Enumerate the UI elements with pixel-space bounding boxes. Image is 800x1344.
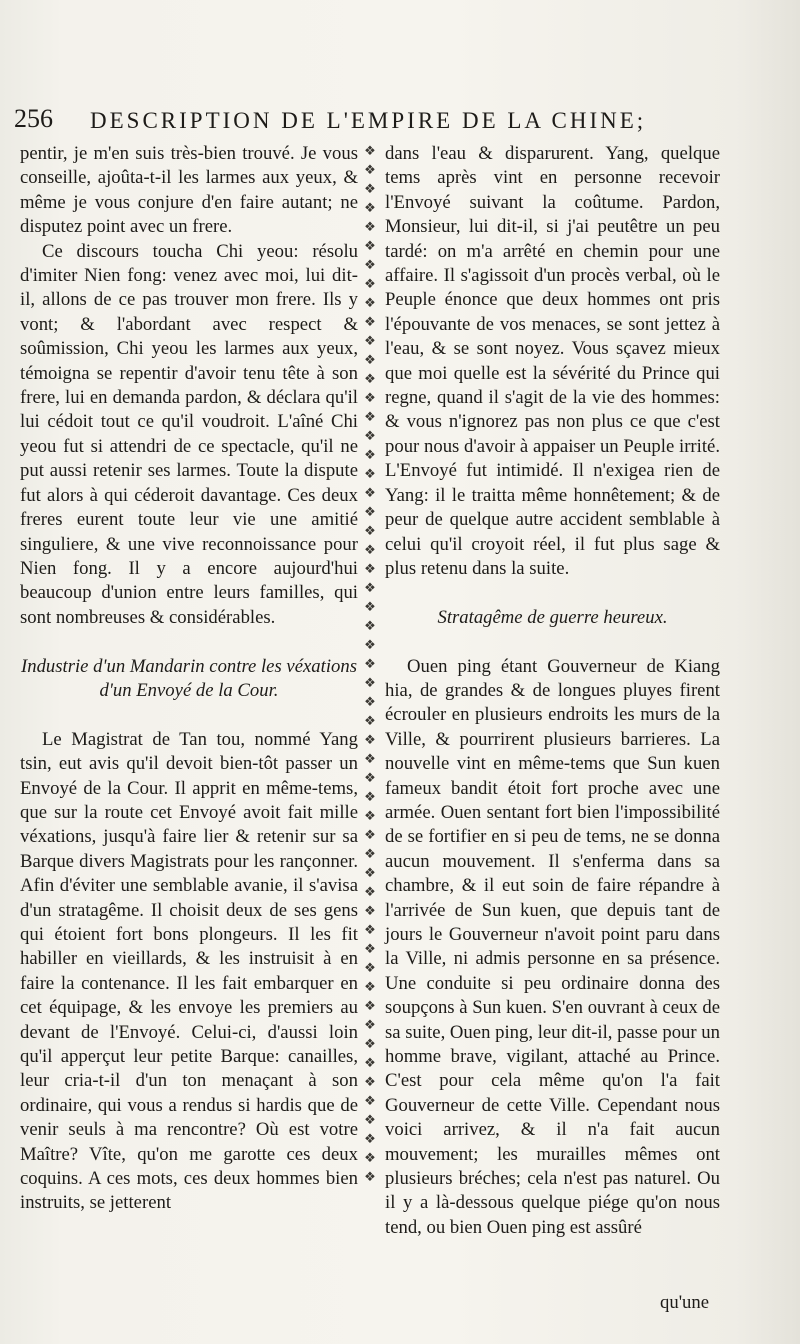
right-column (385, 142, 720, 1240)
divider-ornament: ❖ (364, 334, 376, 349)
divider-ornament: ❖ (364, 182, 376, 197)
divider-ornament: ❖ (364, 1056, 376, 1071)
divider-ornament: ❖ (364, 581, 376, 596)
divider-ornament: ❖ (364, 904, 376, 919)
divider-ornament: ❖ (364, 372, 376, 387)
divider-ornament: ❖ (364, 562, 376, 577)
divider-ornament: ❖ (364, 752, 376, 767)
divider-ornament: ❖ (364, 1094, 376, 1109)
divider-ornament: ❖ (364, 543, 376, 558)
divider-ornament: ❖ (364, 220, 376, 235)
divider-ornament: ❖ (364, 448, 376, 463)
divider-ornament: ❖ (364, 695, 376, 710)
left-paragraph-chi-yeou: Ce discours toucha Chi yeou: résolu d'imiter Nien fong: venez avec moi, lui dit-il, allons de ce pas trouver mon frere. Ils y vont; & l'abordant avec respect & soûmission, Chi yeou les larmes aux yeux, témoigna se repentir d'avoir tenu tête à son frere, lui en demanda pardon, & déclara qu'il lui cédoit tout ce qu'il voudroit. L'aîné Chi yeou fut si attendri de ce spectacle, qu'il ne put aussi retenir ses larmes. Toute la dispute fut alors à qui céderoit davantage. Ces deux freres eurent toute leur vie une amitié singuliere, & une vive reconnoissance pour Nien fong. Il y a encore aujourd'hui beaucoup d'union entre leurs familles, qui sont nombreuses & considérables. (20, 240, 358, 628)
divider-ornament: ❖ (364, 277, 376, 292)
divider-ornament: ❖ (364, 619, 376, 634)
divider-ornament: ❖ (364, 467, 376, 482)
divider-ornament: ❖ (364, 429, 376, 444)
divider-ornament: ❖ (364, 1132, 376, 1147)
divider-ornament: ❖ (364, 657, 376, 672)
running-title: DESCRIPTION DE L'EMPIRE DE LA CHINE; (90, 108, 647, 133)
divider-ornament: ❖ (364, 638, 376, 653)
divider-ornament: ❖ (364, 1037, 376, 1052)
left-column (20, 142, 358, 1216)
page-number: 256 (14, 104, 53, 133)
divider-ornament: ❖ (364, 1113, 376, 1128)
divider-ornament: ❖ (364, 1075, 376, 1090)
divider-ornament: ❖ (364, 961, 376, 976)
right-paragraph-continued: dans l'eau & disparurent. Yang, quelque tems après vint en personne recevoir l'Envoyé suivant la coûtume. Pardon, Monsieur, lui dit-il, si j'ai peutêtre un peu tardé: on m'a arrêté en chemin pour une affaire. Il s'agissoit d'un procès verbal, où le Peuple énonce que deux hommes ont pris l'épouvante de vos menaces, se sont jettez à l'eau, & se sont noyez. Vous sçavez mieux que moi quelle est la sévérité du Prince qui regne, quand il s'agit de la vie des hommes: & vous n'ignorez pas non plus ce que c'est pour nous d'avoir à appaiser un Peuple irrité. L'Envoyé fut intimidé. Il n'exigea rien de Yang: il le traitta même honnêtement; & de peur de quelque autre accident semblable à celui qu'il croyoit réel, il fut plus sage & plus retenu dans la suite. (385, 143, 720, 579)
divider-ornament: ❖ (364, 733, 376, 748)
divider-ornament: ❖ (364, 1018, 376, 1033)
divider-ornament: ❖ (364, 809, 376, 824)
divider-ornament: ❖ (364, 999, 376, 1014)
divider-ornament: ❖ (364, 866, 376, 881)
left-paragraph-continued: pentir, je m'en suis très-bien trouvé. Je vous conseille, ajoûta-t-il les larmes aux yeux, & même je vous conjure d'en faire autant; ne disputez point avec un frere. (20, 143, 358, 238)
divider-ornament: ❖ (364, 790, 376, 805)
divider-ornament: ❖ (364, 1151, 376, 1166)
divider-ornament: ❖ (364, 353, 376, 368)
divider-ornament: ❖ (364, 315, 376, 330)
divider-ornament: ❖ (364, 486, 376, 501)
divider-ornament: ❖ (364, 885, 376, 900)
divider-ornament: ❖ (364, 144, 376, 159)
section-heading-stratageme: Stratagême de guerre heureux. (437, 606, 668, 628)
divider-ornament: ❖ (364, 239, 376, 254)
divider-ornament: ❖ (364, 163, 376, 178)
divider-ornament: ❖ (364, 676, 376, 691)
divider-ornament: ❖ (364, 714, 376, 729)
right-paragraph-ouen-ping: Ouen ping étant Gouverneur de Kiang hia, de grandes & de longues pluyes firent écrouler en plusieurs endroits les murs de la Ville, & pourrirent plusieurs barrieres. La nouvelle vint en même-tems que Sun kuen fameux bandit étoit fort proche avec une armée. Ouen sentant fort bien l'impossibilité de se fortifier en si peu de tems, ne se donna aucun mouvement. Il s'enferma dans sa chambre, & il eut soin de faire répandre à l'arrivée de Sun kuen, que depuis tant de jours le Gouverneur n'avoit point paru dans la Ville, ni admis personne en sa présence. Une conduite si peu ordinaire donna des soupçons à Sun kuen. S'en ouvrant à ceux de sa suite, Ouen ping, leur dit-il, passe pour un homme brave, vigilant, attaché au Prince. C'est pour cela même qu'on l'a fait Gouverneur de cette Ville. Cependant nous voici arrivez, & il n'a fait aucun mouvement; les murailles mêmes ont plusieurs bréches; cela n'est pas naturel. Ou il y a là-dessous quelque piége qu'on nous tend, ou bien Ouen ping est assûré (385, 655, 720, 1238)
divider-ornament: ❖ (364, 524, 376, 539)
divider-ornament: ❖ (364, 410, 376, 425)
divider-ornament: ❖ (364, 258, 376, 273)
divider-ornament: ❖ (364, 296, 376, 311)
divider-ornament: ❖ (364, 923, 376, 938)
catchword: qu'une (660, 1292, 710, 1313)
section-heading-mandarin: Industrie d'un Mandarin contre les véxations d'un Envoyé de la Cour. (21, 655, 357, 701)
divider-ornament: ❖ (364, 505, 376, 520)
divider-ornament: ❖ (364, 1170, 376, 1185)
divider-ornament: ❖ (364, 391, 376, 406)
divider-ornament: ❖ (364, 942, 376, 957)
divider-ornament: ❖ (364, 600, 376, 615)
page-header (14, 104, 774, 144)
divider-ornament: ❖ (364, 847, 376, 862)
ornamental-column-divider (362, 142, 378, 1192)
divider-ornament: ❖ (364, 980, 376, 995)
divider-ornament: ❖ (364, 201, 376, 216)
left-paragraph-magistrat: Le Magistrat de Tan tou, nommé Yang tsin, eut avis qu'il devoit bien-tôt passer un Envoyé de la Cour. Il apprit en même-tems, que sur la route cet Envoyé avoit fait mille véxations, jusqu'à faire lier & retenir sur sa Barque divers Magistrats pour les rançonner. Afin d'éviter une semblable avanie, il s'avisa d'un stratagême. Il choisit deux de ses gens qui étoient fort bons plongeurs. Il les fit habiller en vieillards, & les instruisit à en faire la contenance. Il les fait embarquer en cet équipage, & les envoye les premiers au devant de l'Envoyé. Celui-ci, d'aussi loin qu'il apperçut leur petite Barque: canailles, leur cria-t-il d'un ton menaçant à son ordinaire, qui vous a rendus si hardis que de venir seuls à ma rencontre? Où est votre Maître? Vîte, qu'on me garotte ces deux coquins. A ces mots, ces deux hommes bien instruits, se jetterent (20, 728, 358, 1214)
divider-ornament: ❖ (364, 771, 376, 786)
divider-ornament: ❖ (364, 828, 376, 843)
